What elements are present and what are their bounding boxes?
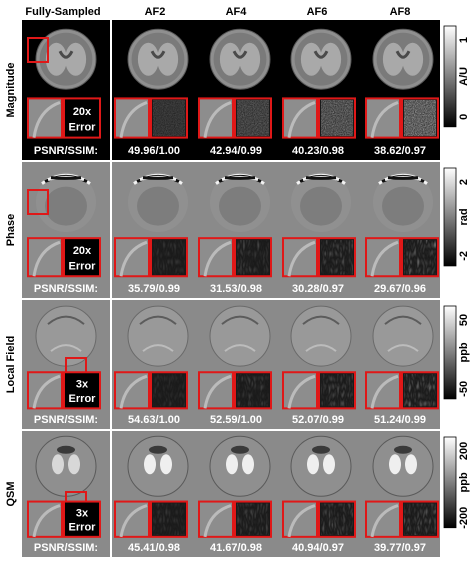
brain-image-0 [36, 172, 96, 232]
brain-image-4 [373, 29, 433, 89]
white-matter-left [301, 43, 322, 76]
error-factor: 20x [72, 245, 92, 258]
psnr-ssim-label: PSNR/SSIM: [33, 414, 99, 426]
psnr-ssim-label: PSNR/SSIM: [33, 145, 99, 157]
globus-pallidus-right [160, 454, 172, 474]
row-2 [5, 300, 470, 429]
error-label: Error [68, 260, 96, 273]
zoom-inset-3 [283, 502, 355, 537]
colorbar-max: 200 [458, 441, 470, 461]
phase-inner [382, 187, 424, 226]
zoom-inset-2 [199, 502, 271, 537]
ventricle [231, 446, 249, 454]
colorbar-unit: ppb [458, 342, 470, 363]
phase-inner [300, 187, 342, 226]
white-matter-left [383, 43, 404, 76]
ventricle [149, 446, 167, 454]
error-texture [153, 374, 185, 406]
colorbar-max: 1 [458, 36, 470, 44]
error-texture [153, 240, 185, 274]
error-texture [404, 504, 436, 535]
zoom-inset-3 [283, 98, 355, 137]
metric-value: 29.67/0.96 [374, 283, 426, 295]
metric-value: 52.07/0.99 [292, 414, 344, 426]
globus-pallidus-right [68, 454, 80, 474]
colorbar [444, 168, 456, 266]
row-3 [5, 431, 470, 557]
error-texture [321, 374, 353, 406]
phase-wrap-band [225, 178, 255, 179]
brain-image-3 [291, 306, 351, 366]
brain-image-2 [210, 436, 270, 496]
white-matter-right [402, 43, 423, 76]
error-texture [237, 240, 269, 274]
psnr-ssim-label: PSNR/SSIM: [33, 283, 99, 295]
error-texture [153, 504, 185, 535]
zoom-inset-2 [199, 98, 271, 137]
brain-slice [373, 306, 433, 366]
brain-image-2 [210, 172, 270, 232]
metric-value: 52.59/1.00 [210, 414, 262, 426]
row-label: Magnitude [5, 62, 17, 118]
error-texture [404, 374, 436, 406]
brain-image-3 [291, 436, 351, 496]
brain-slice [210, 436, 270, 496]
brain-image-2 [210, 306, 270, 366]
white-matter-left [220, 43, 241, 76]
white-matter-right [239, 43, 260, 76]
error-texture [237, 100, 269, 135]
metric-value: 54.63/1.00 [128, 414, 180, 426]
zoom-inset-2 [199, 238, 271, 276]
error-texture [321, 100, 353, 135]
colorbar [444, 26, 456, 127]
colorbar-unit: ppb [458, 472, 470, 493]
phase-wrap-band [388, 178, 418, 179]
zoom-inset-2 [199, 372, 271, 408]
ventricle [57, 446, 75, 454]
zoom-inset-1 [115, 98, 187, 137]
zoom-inset-4 [366, 372, 438, 408]
white-matter-left [138, 43, 159, 76]
phase-inner [45, 187, 87, 226]
zoom-inset-4 [366, 238, 438, 276]
brain-image-4 [373, 306, 433, 366]
phase-wrap-band [51, 178, 81, 179]
phase-wrap-band [306, 178, 336, 179]
colorbar-unit: rad [458, 208, 470, 226]
globus-pallidus-left [226, 454, 238, 474]
phase-wrap-band [143, 178, 173, 179]
brain-slice [128, 306, 188, 366]
metric-value: 42.94/0.99 [210, 145, 262, 157]
brain-slice [128, 436, 188, 496]
brain-image-1 [128, 306, 188, 366]
row-1 [5, 162, 470, 298]
column-header-1: AF2 [144, 6, 166, 18]
colorbar-max: 2 [458, 178, 470, 186]
brain-slice [210, 306, 270, 366]
error-texture [321, 240, 353, 274]
metric-value: 40.94/0.97 [292, 542, 344, 554]
white-matter-right [157, 43, 178, 76]
zoom-inset-4 [366, 98, 438, 137]
error-factor: 3x [75, 378, 89, 391]
psnr-ssim-label: PSNR/SSIM: [33, 542, 99, 554]
row-0 [5, 20, 470, 160]
metric-value: 45.41/0.98 [128, 542, 180, 554]
colorbar-min: 0 [458, 113, 470, 120]
metric-value: 39.77/0.97 [374, 542, 426, 554]
brain-image-0 [36, 436, 96, 496]
white-matter-right [320, 43, 341, 76]
row-label: Local Field [5, 335, 17, 394]
error-label: Error [68, 521, 96, 534]
brain-slice [373, 436, 433, 496]
brain-image-1 [128, 29, 188, 89]
error-texture [404, 100, 436, 135]
metric-value: 30.28/0.97 [292, 283, 344, 295]
globus-pallidus-left [307, 454, 319, 474]
metric-value: 41.67/0.98 [210, 542, 262, 554]
white-matter-left [46, 43, 67, 76]
globus-pallidus-left [144, 454, 156, 474]
error-label: Error [68, 392, 96, 405]
colorbar-min: -50 [458, 380, 470, 397]
column-header-3: AF6 [306, 6, 328, 18]
globus-pallidus-right [405, 454, 417, 474]
zoom-inset-3 [283, 238, 355, 276]
error-texture [237, 374, 269, 406]
brain-image-2 [210, 29, 270, 89]
globus-pallidus-right [242, 454, 254, 474]
white-matter-right [65, 43, 86, 76]
error-texture [404, 240, 436, 274]
metric-value: 35.79/0.99 [128, 283, 180, 295]
metric-value: 49.96/1.00 [128, 145, 180, 157]
ventricle [312, 446, 330, 454]
row-label: QSM [5, 481, 17, 507]
zoom-inset-1 [115, 502, 187, 537]
error-texture [237, 504, 269, 535]
brain-image-4 [373, 436, 433, 496]
column-header-0: Fully-Sampled [25, 6, 101, 18]
colorbar-max: 50 [458, 313, 470, 327]
globus-pallidus-left [52, 454, 64, 474]
ventricle [394, 446, 412, 454]
brain-image-4 [373, 172, 433, 232]
globus-pallidus-right [323, 454, 335, 474]
phase-inner [219, 187, 261, 226]
metric-value: 31.53/0.98 [210, 283, 262, 295]
error-factor: 20x [72, 105, 92, 118]
metric-value: 40.23/0.98 [292, 145, 344, 157]
brain-image-1 [128, 436, 188, 496]
metric-value: 51.24/0.99 [374, 414, 426, 426]
brain-image-3 [291, 172, 351, 232]
brain-image-1 [128, 172, 188, 232]
column-header-2: AF4 [225, 6, 247, 18]
zoom-inset-3 [283, 372, 355, 408]
zoom-inset-1 [115, 372, 187, 408]
brain-image-3 [291, 29, 351, 89]
colorbar-min: -200 [458, 506, 470, 529]
error-texture [321, 504, 353, 535]
colorbar [444, 437, 456, 528]
error-factor: 3x [75, 507, 89, 520]
colorbar-min: -2 [458, 251, 470, 261]
zoom-inset-1 [115, 238, 187, 276]
error-texture [153, 100, 185, 135]
phase-inner [137, 187, 179, 226]
row-label: Phase [5, 213, 17, 247]
column-header-4: AF8 [389, 6, 411, 18]
zoom-inset-4 [366, 502, 438, 537]
brain-slice [291, 306, 351, 366]
error-label: Error [68, 121, 96, 134]
brain-slice [36, 436, 96, 496]
brain-slice [291, 436, 351, 496]
globus-pallidus-left [389, 454, 401, 474]
colorbar-unit: A/U [458, 66, 470, 86]
colorbar [444, 306, 456, 399]
metric-value: 38.62/0.97 [374, 145, 426, 157]
